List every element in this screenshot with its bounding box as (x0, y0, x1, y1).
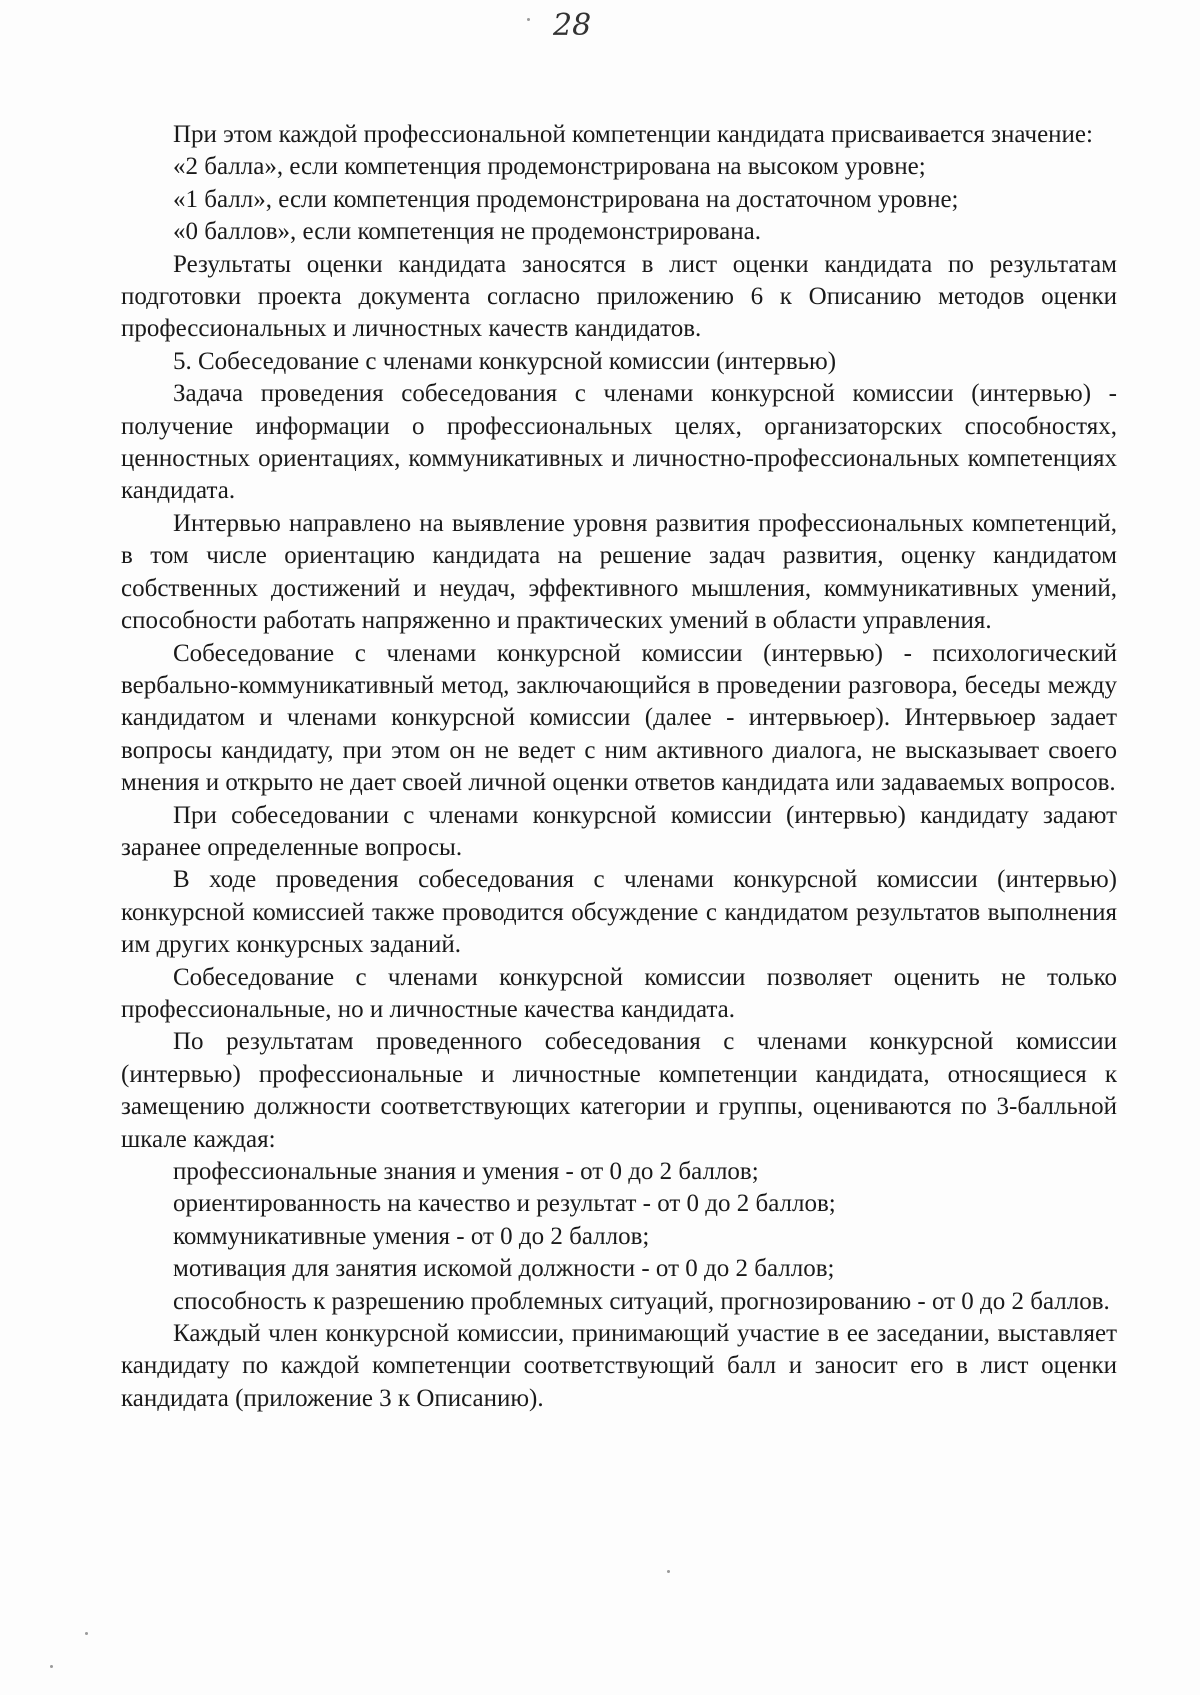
document-body (121, 119, 1117, 1415)
paragraph: Задача проведения собеседования с членами конкурсной комиссии (интервью) - получение информации о профессиональных целях, организаторских способностях, ценностных ориентациях, коммуникативных и личностно-профессиональных компетенциях кандидата. (121, 380, 1117, 505)
scan-speck (50, 1665, 53, 1668)
scan-speck (527, 18, 530, 21)
section-heading: 5. Собеседование с членами конкурсной комиссии (интервью) (173, 347, 837, 375)
list-item: ориентированность на качество и результат - от 0 до 2 баллов; (173, 1190, 836, 1218)
paragraph: «2 балла», если компетенция продемонстрирована на высоком уровне; (173, 153, 926, 181)
paragraph: При собеседовании с членами конкурсной комиссии (интервью) кандидату задают заранее определенные вопросы. (121, 801, 1117, 861)
list-item: способность к разрешению проблемных ситуаций, прогнозированию - от 0 до 2 баллов. (173, 1287, 1110, 1315)
paragraph: Интервью направлено на выявление уровня развития профессиональных компетенций, в том числе ориентацию кандидата на решение задач развития, оценку кандидатом собственных достижений и неудач, эффективного мышления, коммуникативных умений, способности работать напряженно и практических умений в области управления. (121, 509, 1117, 635)
paragraph: По результатам проведенного собеседования с членами конкурсной комиссии (интервью) профессиональные и личностные компетенции кандидата, относящиеся к замещению должности соответствующих категории и группы, оцениваются по 3-балльной шкале каждая: (121, 1028, 1117, 1153)
scan-speck (667, 1570, 670, 1573)
list-item: профессиональные знания и умения - от 0 до 2 баллов; (173, 1158, 759, 1185)
page-number: 28 (553, 8, 592, 43)
paragraph: При этом каждой профессиональной компетенции кандидата присваивается значение: (173, 121, 1093, 148)
list-item: мотивация для занятия искомой должности - от 0 до 2 баллов; (173, 1255, 835, 1283)
paragraph: «0 баллов», если компетенция не продемонстрирована. (173, 218, 761, 246)
paragraph: В ходе проведения собеседования с членами конкурсной комиссии (интервью) конкурсной комиссией также проводится обсуждение с кандидатом результатов выполнения им других конкурсных заданий. (121, 866, 1117, 959)
scan-speck (85, 1632, 88, 1635)
paragraph: Результаты оценки кандидата заносятся в лист оценки кандидата по результатам подготовки проекта документа согласно приложению 6 к Описанию методов оценки профессиональных и личностных качеств кандидатов. (121, 250, 1117, 343)
paragraph: «1 балл», если компетенция продемонстрирована на достаточном уровне; (173, 185, 959, 213)
paragraph: Каждый член конкурсной комиссии, принимающий участие в ее заседании, выставляет кандидату по каждой компетенции соответствующий балл и заносит его в лист оценки кандидата (приложение 3 к Описанию). (121, 1320, 1117, 1412)
paragraph: Собеседование с членами конкурсной комиссии (интервью) - психологический вербально-коммуникативный метод, заключающийся в проведении разговора, беседы между кандидатом и членами конкурсной комиссии (далее - интервьюер). Интервьюер задает вопросы кандидату, при этом он не ведет с ним активного диалога, не высказывает своего мнения и открыто не дает своей личной оценки ответов кандидата или задаваемых вопросов. (121, 639, 1117, 797)
paragraph: Собеседование с членами конкурсной комиссии позволяет оценить не только профессиональные, но и личностные качества кандидата. (121, 963, 1117, 1023)
list-item: коммуникативные умения - от 0 до 2 баллов; (173, 1222, 650, 1250)
